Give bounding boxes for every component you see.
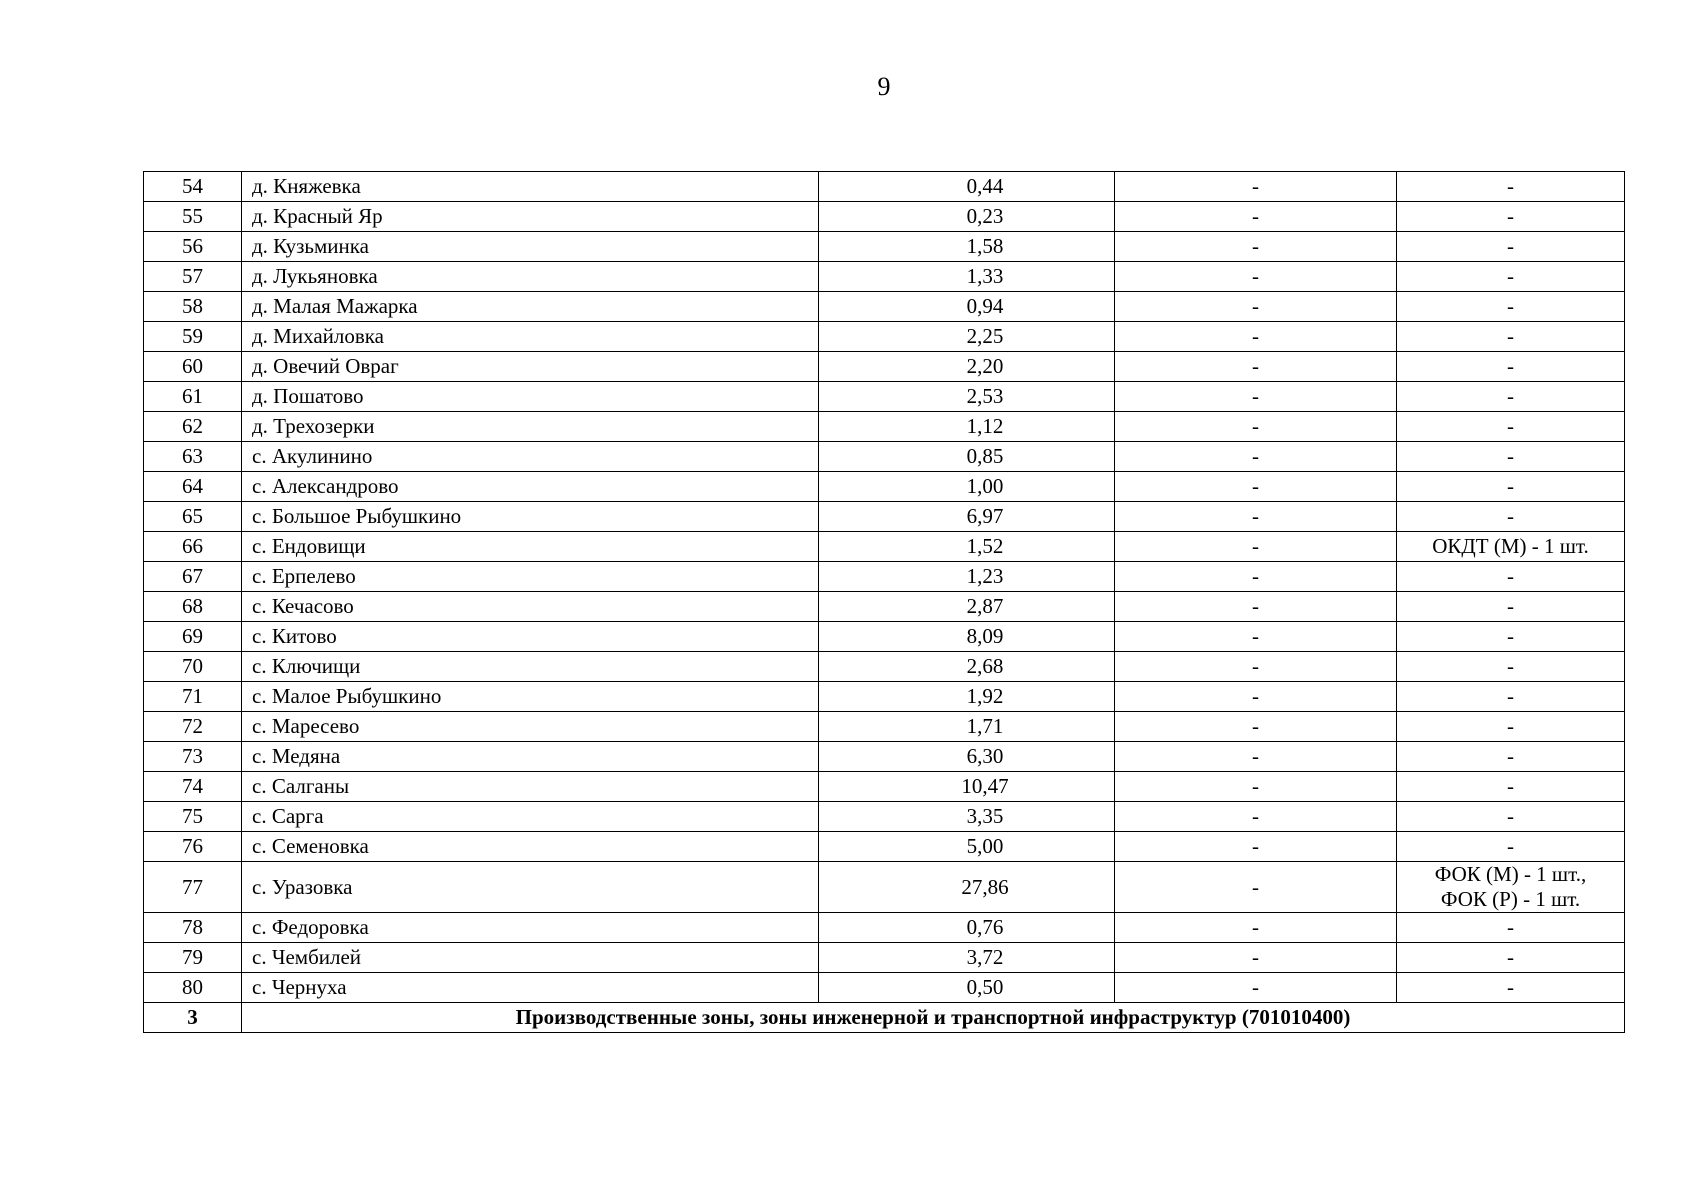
row-number-cell: 71: [144, 682, 242, 712]
area-cell: 2,53: [819, 382, 1115, 412]
row-number-cell: 62: [144, 412, 242, 442]
col4-cell: -: [1115, 652, 1397, 682]
settlements-table: [143, 171, 1625, 1033]
objects-cell-line: ФОК (М) - 1 шт.,: [1434, 862, 1587, 886]
objects-cell: [1397, 862, 1625, 913]
area-cell: 5,00: [819, 832, 1115, 862]
settlement-name-cell: с. Большое Рыбушкино: [242, 502, 819, 532]
objects-cell: -: [1397, 832, 1625, 862]
table-row: [144, 442, 1625, 472]
col4-cell: -: [1115, 202, 1397, 232]
table-row: [144, 262, 1625, 292]
col4-cell: -: [1115, 472, 1397, 502]
page-number: 9: [877, 72, 891, 101]
settlement-name-cell: с. Ключищи: [242, 652, 819, 682]
table-row: [144, 322, 1625, 352]
settlement-name-cell: с. Чернуха: [242, 973, 819, 1003]
area-cell: 6,30: [819, 742, 1115, 772]
row-number-cell: 72: [144, 712, 242, 742]
row-number-cell: 65: [144, 502, 242, 532]
col4-cell: -: [1115, 322, 1397, 352]
table-row: [144, 232, 1625, 262]
area-cell: 3,35: [819, 802, 1115, 832]
col4-cell: -: [1115, 592, 1397, 622]
col4-cell: -: [1115, 802, 1397, 832]
area-cell: 3,72: [819, 943, 1115, 973]
col4-cell: -: [1115, 412, 1397, 442]
area-cell: 1,12: [819, 412, 1115, 442]
area-cell: 1,58: [819, 232, 1115, 262]
table-row: [144, 502, 1625, 532]
table-row: [144, 742, 1625, 772]
settlement-name-cell: д. Красный Яр: [242, 202, 819, 232]
objects-cell: -: [1397, 772, 1625, 802]
table-row: [144, 352, 1625, 382]
area-cell: 1,92: [819, 682, 1115, 712]
col4-cell: -: [1115, 862, 1397, 913]
settlement-name-cell: с. Китово: [242, 622, 819, 652]
objects-cell: -: [1397, 292, 1625, 322]
row-number-cell: 76: [144, 832, 242, 862]
objects-cell-line: ФОК (Р) - 1 шт.: [1440, 887, 1581, 911]
row-number-cell: 64: [144, 472, 242, 502]
settlement-name-cell: д. Малая Мажарка: [242, 292, 819, 322]
table-row: [144, 472, 1625, 502]
settlement-name-cell: д. Кузьминка: [242, 232, 819, 262]
objects-cell: -: [1397, 913, 1625, 943]
area-cell: 2,87: [819, 592, 1115, 622]
table-row: [144, 802, 1625, 832]
col4-cell: -: [1115, 913, 1397, 943]
objects-cell: -: [1397, 382, 1625, 412]
area-cell: 10,47: [819, 772, 1115, 802]
row-number-cell: 75: [144, 802, 242, 832]
row-number-cell: 63: [144, 442, 242, 472]
row-number-cell: 60: [144, 352, 242, 382]
col4-cell: -: [1115, 562, 1397, 592]
table-row: [144, 682, 1625, 712]
row-number-cell: 56: [144, 232, 242, 262]
settlement-name-cell: с. Ендовищи: [242, 532, 819, 562]
row-number-cell: 79: [144, 943, 242, 973]
objects-cell: -: [1397, 232, 1625, 262]
row-number-cell: 55: [144, 202, 242, 232]
area-cell: 0,76: [819, 913, 1115, 943]
row-number-cell: 74: [144, 772, 242, 802]
settlement-name-cell: д. Пошатово: [242, 382, 819, 412]
table-row: [144, 622, 1625, 652]
settlement-name-cell: с. Александрово: [242, 472, 819, 502]
col4-cell: -: [1115, 772, 1397, 802]
col4-cell: -: [1115, 172, 1397, 202]
col4-cell: -: [1115, 382, 1397, 412]
row-number-cell: 73: [144, 742, 242, 772]
table-row: [144, 382, 1625, 412]
objects-cell: -: [1397, 202, 1625, 232]
row-number-cell: 54: [144, 172, 242, 202]
settlement-name-cell: с. Медяна: [242, 742, 819, 772]
settlement-name-cell: д. Лукьяновка: [242, 262, 819, 292]
objects-cell: -: [1397, 622, 1625, 652]
row-number-cell: 68: [144, 592, 242, 622]
row-number-cell: 70: [144, 652, 242, 682]
objects-cell: -: [1397, 652, 1625, 682]
objects-cell: -: [1397, 712, 1625, 742]
settlement-name-cell: с. Кечасово: [242, 592, 819, 622]
col4-cell: -: [1115, 973, 1397, 1003]
area-cell: 27,86: [819, 862, 1115, 913]
col4-cell: -: [1115, 943, 1397, 973]
table-row: [144, 292, 1625, 322]
col4-cell: -: [1115, 712, 1397, 742]
objects-cell: ОКДТ (М) - 1 шт.: [1397, 532, 1625, 562]
settlement-name-cell: с. Семеновка: [242, 832, 819, 862]
row-number-cell: 69: [144, 622, 242, 652]
area-cell: 2,20: [819, 352, 1115, 382]
settlement-name-cell: с. Маресево: [242, 712, 819, 742]
col4-cell: -: [1115, 502, 1397, 532]
objects-cell: -: [1397, 322, 1625, 352]
area-cell: 8,09: [819, 622, 1115, 652]
settlement-name-cell: д. Михайловка: [242, 322, 819, 352]
table-row: [144, 532, 1625, 562]
area-cell: 0,94: [819, 292, 1115, 322]
settlement-name-cell: с. Сарга: [242, 802, 819, 832]
table-row: [144, 862, 1625, 913]
table-row: [144, 712, 1625, 742]
objects-cell: -: [1397, 562, 1625, 592]
objects-cell: -: [1397, 472, 1625, 502]
col4-cell: -: [1115, 622, 1397, 652]
col4-cell: -: [1115, 532, 1397, 562]
area-cell: 0,50: [819, 973, 1115, 1003]
row-number-cell: 66: [144, 532, 242, 562]
section-number-cell: 3: [144, 1003, 242, 1033]
area-cell: 1,52: [819, 532, 1115, 562]
objects-cell: -: [1397, 592, 1625, 622]
row-number-cell: 58: [144, 292, 242, 322]
objects-cell: -: [1397, 682, 1625, 712]
row-number-cell: 67: [144, 562, 242, 592]
table-row: [144, 943, 1625, 973]
objects-cell: -: [1397, 442, 1625, 472]
col4-cell: -: [1115, 352, 1397, 382]
area-cell: 1,33: [819, 262, 1115, 292]
objects-cell: -: [1397, 502, 1625, 532]
table-row: [144, 973, 1625, 1003]
settlement-name-cell: с. Акулинино: [242, 442, 819, 472]
area-cell: 1,23: [819, 562, 1115, 592]
settlement-name-cell: д. Княжевка: [242, 172, 819, 202]
settlement-name-cell: с. Федоровка: [242, 913, 819, 943]
objects-cell: -: [1397, 973, 1625, 1003]
table-row: [144, 412, 1625, 442]
section-title-cell: Производственные зоны, зоны инженерной и транспортной инфраструктур (701010400): [242, 1003, 1625, 1033]
area-cell: 1,00: [819, 472, 1115, 502]
settlement-name-cell: с. Уразовка: [242, 862, 819, 913]
settlement-name-cell: с. Салганы: [242, 772, 819, 802]
settlement-name-cell: с. Малое Рыбушкино: [242, 682, 819, 712]
objects-cell: -: [1397, 262, 1625, 292]
objects-cell: -: [1397, 352, 1625, 382]
col4-cell: -: [1115, 232, 1397, 262]
table-row: [144, 202, 1625, 232]
row-number-cell: 78: [144, 913, 242, 943]
col4-cell: -: [1115, 262, 1397, 292]
col4-cell: -: [1115, 682, 1397, 712]
col4-cell: -: [1115, 442, 1397, 472]
area-cell: 2,68: [819, 652, 1115, 682]
objects-cell: -: [1397, 412, 1625, 442]
col4-cell: -: [1115, 292, 1397, 322]
table-body: [144, 172, 1625, 1033]
area-cell: 0,85: [819, 442, 1115, 472]
section-header-row: [144, 1003, 1625, 1033]
col4-cell: -: [1115, 742, 1397, 772]
table-row: [144, 172, 1625, 202]
row-number-cell: 61: [144, 382, 242, 412]
objects-cell: -: [1397, 943, 1625, 973]
settlement-name-cell: д. Трехозерки: [242, 412, 819, 442]
table-row: [144, 913, 1625, 943]
area-cell: 1,71: [819, 712, 1115, 742]
objects-cell: -: [1397, 172, 1625, 202]
settlement-name-cell: д. Овечий Овраг: [242, 352, 819, 382]
objects-cell: -: [1397, 742, 1625, 772]
table-row: [144, 592, 1625, 622]
col4-cell: -: [1115, 832, 1397, 862]
row-number-cell: 80: [144, 973, 242, 1003]
row-number-cell: 59: [144, 322, 242, 352]
table-row: [144, 652, 1625, 682]
area-cell: 0,44: [819, 172, 1115, 202]
table-row: [144, 832, 1625, 862]
area-cell: 2,25: [819, 322, 1115, 352]
settlement-name-cell: с. Чембилей: [242, 943, 819, 973]
row-number-cell: 77: [144, 862, 242, 913]
settlement-name-cell: с. Ерпелево: [242, 562, 819, 592]
area-cell: 6,97: [819, 502, 1115, 532]
objects-cell: -: [1397, 802, 1625, 832]
row-number-cell: 57: [144, 262, 242, 292]
table-row: [144, 772, 1625, 802]
area-cell: 0,23: [819, 202, 1115, 232]
table-row: [144, 562, 1625, 592]
